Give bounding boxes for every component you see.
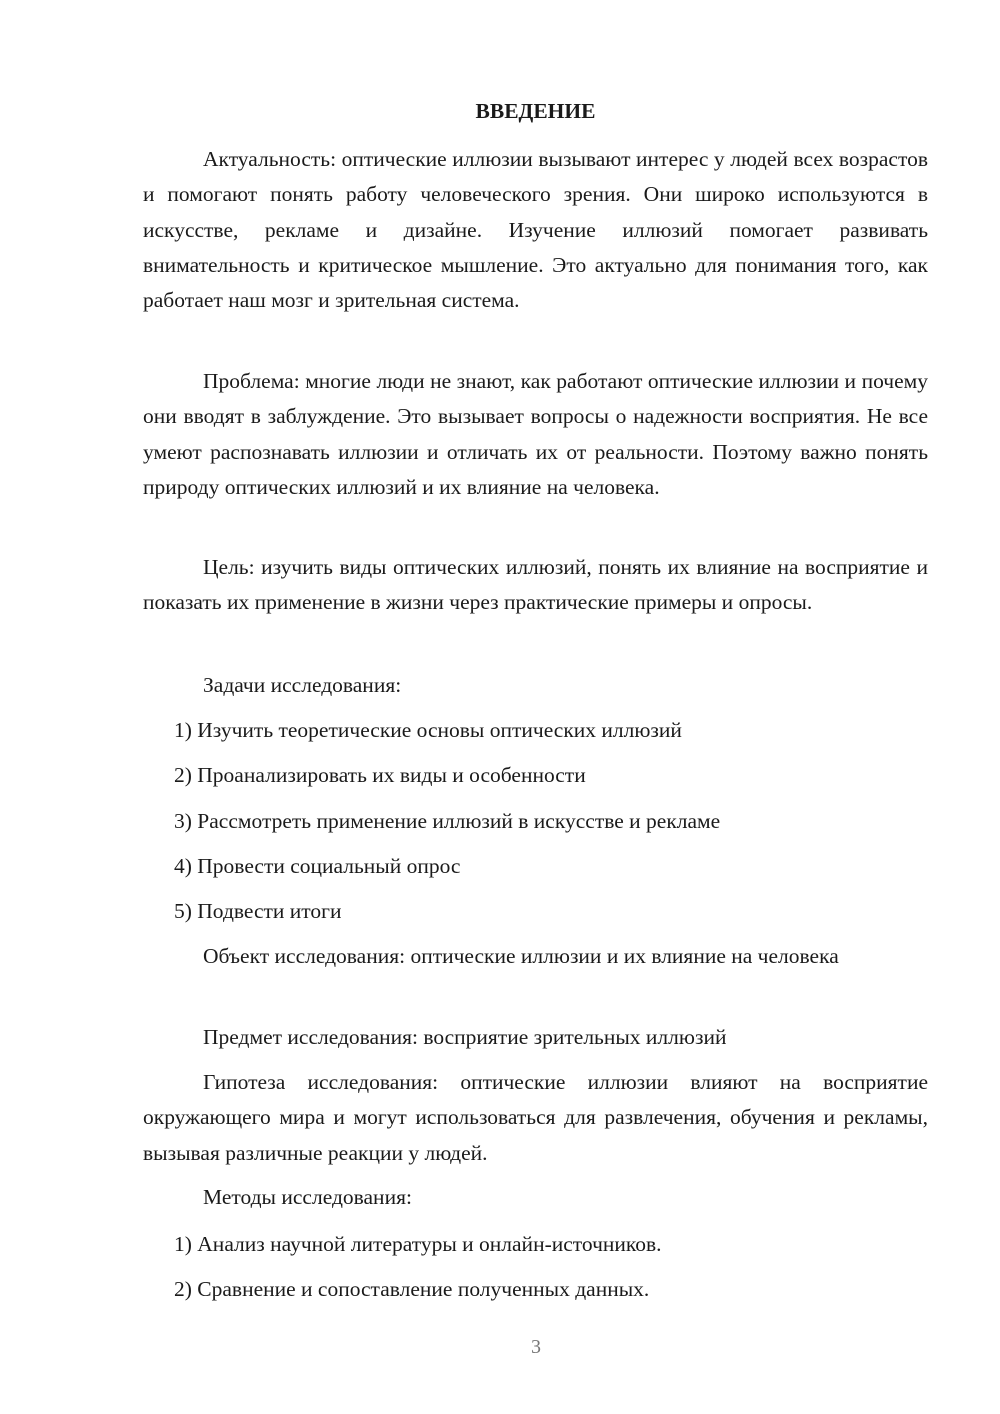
task-item: 2) Проанализировать их виды и особенности — [174, 763, 586, 787]
task-item: 5) Подвести итоги — [174, 899, 342, 923]
problem-paragraph: Проблема: многие люди не знают, как работают оптические иллюзии и почему они вводят в заблуждение. Это вызывает вопросы о надежности восприятия. Не все умеют распознавать иллюзии и отличать их от реальности. Поэтому важно понять природу оптических иллюзий и их влияние на человека. — [143, 369, 928, 499]
method-item: 2) Сравнение и сопоставление полученных данных. — [174, 1277, 650, 1301]
object-paragraph: Объект исследования: оптические иллюзии и их влияние на человека — [203, 944, 839, 968]
goal-paragraph: Цель: изучить виды оптических иллюзий, понять их влияние на восприятие и показать их применение в жизни через практические примеры и опросы. — [143, 555, 928, 615]
methods-heading: Методы исследования: — [203, 1185, 412, 1209]
page-number: 3 — [531, 1336, 541, 1358]
hypothesis-paragraph: Гипотеза исследования: оптические иллюзии влияют на восприятие окружающего мира и могут использоваться для развлечения, обучения и рекламы, вызывая различные реакции у людей. — [143, 1070, 928, 1165]
task-item: 1) Изучить теоретические основы оптических иллюзий — [174, 718, 682, 742]
subject-line: Предмет исследования: восприятие зрительных иллюзий — [203, 1025, 727, 1049]
task-item: 4) Провести социальный опрос — [174, 854, 461, 878]
tasks-heading: Задачи исследования: — [203, 673, 402, 697]
method-item: 1) Анализ научной литературы и онлайн-источников. — [174, 1232, 662, 1256]
relevance-paragraph: Актуальность: оптические иллюзии вызывают интерес у людей всех возрастов и помогают понять работу человеческого зрения. Они широко используются в искусстве, рекламе и дизайне. Изучение иллюзий помогает развивать внимательность и критическое мышление. Это актуально для понимания того, как работает наш мозг и зрительная система. — [143, 147, 928, 313]
task-item: 3) Рассмотреть применение иллюзий в искусстве и рекламе — [174, 809, 721, 833]
section-title: ВВЕДЕНИЕ — [475, 99, 596, 123]
